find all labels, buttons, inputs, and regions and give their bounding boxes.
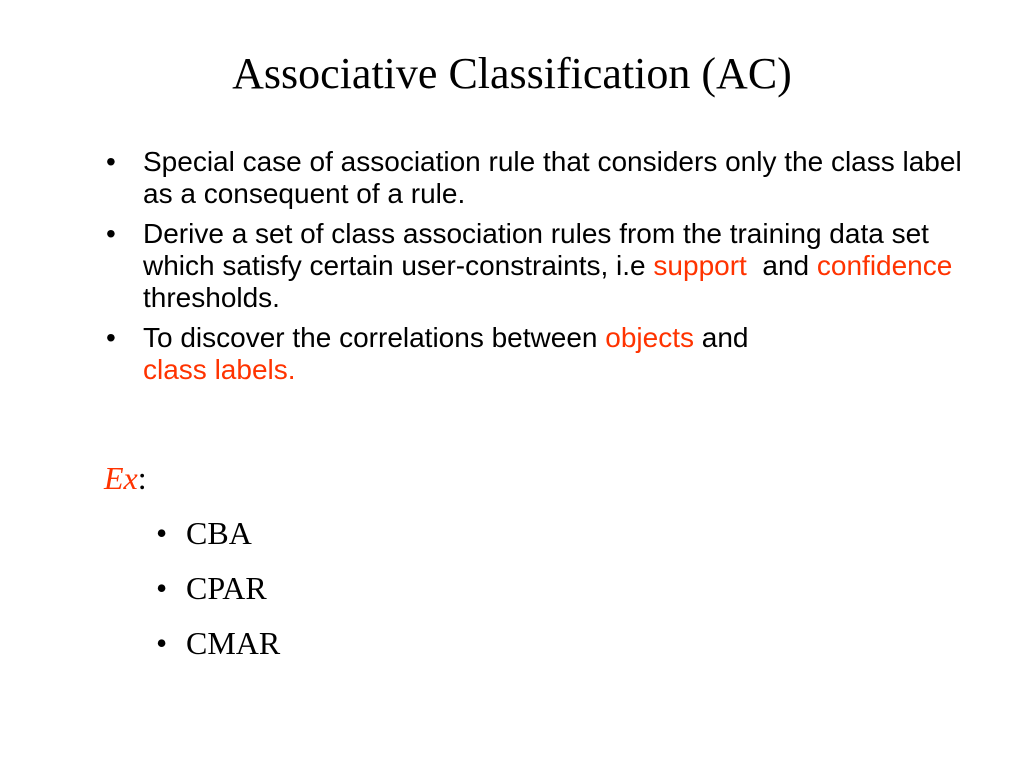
bullet-text: To discover the correlations between xyxy=(143,322,606,353)
bullet-icon: • xyxy=(106,322,116,353)
bullet-icon: • xyxy=(156,570,168,606)
bullet-text: and xyxy=(693,322,749,353)
bullet-list xyxy=(100,146,980,394)
bullet-icon: • xyxy=(106,218,116,249)
bullet-icon: • xyxy=(106,146,116,177)
bullet-text: thresholds. xyxy=(143,282,280,313)
highlight-term-confidence: confidence xyxy=(816,250,953,281)
highlight-term-support: support xyxy=(653,250,747,281)
example-item: CPAR xyxy=(186,570,267,606)
highlight-term-objects: objects xyxy=(605,322,694,353)
bullet-text: Special case of association rule that considers only the class label as a consequent of a rule. xyxy=(143,146,962,209)
list-item xyxy=(100,218,980,314)
example-label-word: Ex xyxy=(104,460,138,496)
bullet-text: and xyxy=(746,250,817,281)
list-item xyxy=(150,513,280,553)
example-label xyxy=(104,458,147,498)
list-item xyxy=(100,146,980,210)
example-item: CBA xyxy=(186,515,252,551)
list-item xyxy=(100,322,980,386)
slide-title: Associative Classification (AC) xyxy=(232,49,792,98)
example-list xyxy=(150,513,280,678)
example-label-colon: : xyxy=(137,460,147,496)
highlight-term-class-labels: class labels. xyxy=(143,354,296,385)
bullet-text: Derive a set of class association rules from the training data set which satisfy certain user-constraints, i.e xyxy=(143,218,929,281)
list-item xyxy=(150,623,280,663)
example-item: CMAR xyxy=(186,625,281,661)
list-item xyxy=(150,568,280,608)
bullet-icon: • xyxy=(156,625,168,661)
bullet-icon: • xyxy=(156,515,168,551)
